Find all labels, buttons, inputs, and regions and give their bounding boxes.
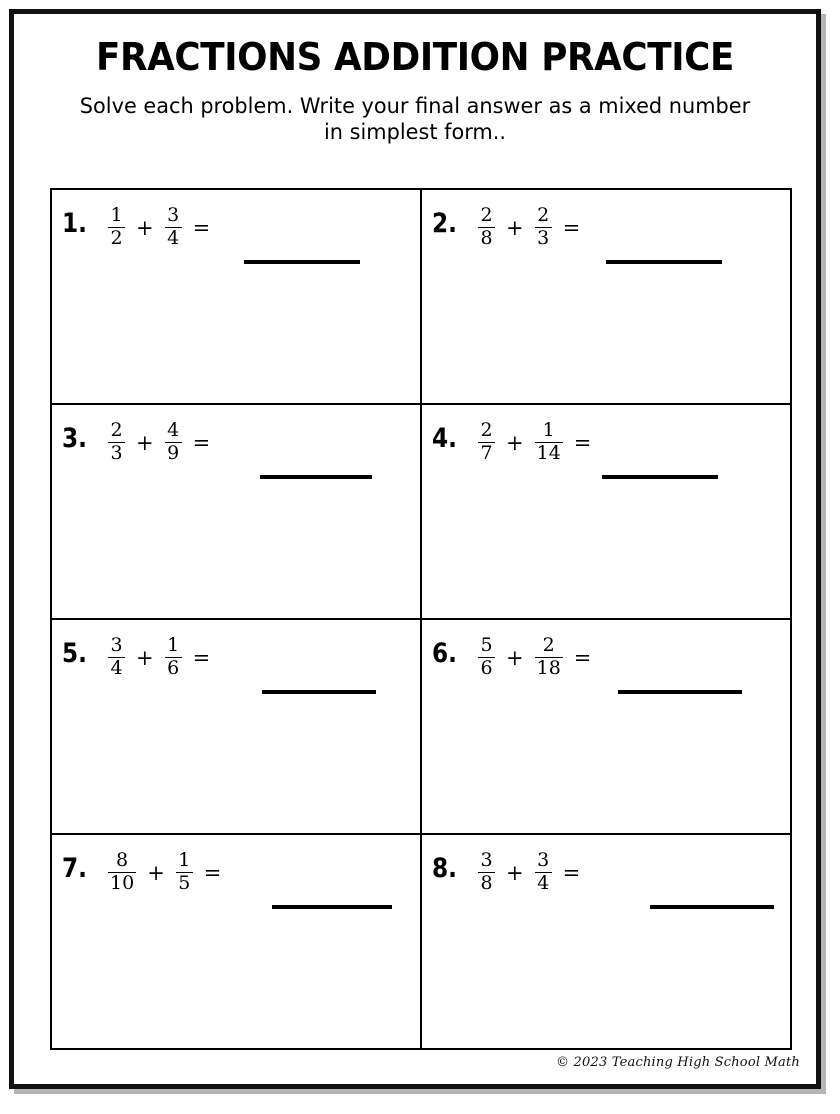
problem-expression — [462, 419, 595, 464]
left-fraction — [108, 851, 136, 894]
problem-line — [52, 415, 420, 464]
problem-expression — [92, 849, 225, 894]
problem-number: 6. — [432, 638, 457, 669]
equals-operator: = — [573, 645, 592, 670]
right-fraction-denominator: 5 — [178, 872, 191, 895]
problem-cell[interactable] — [422, 405, 792, 620]
problem-number: 1. — [62, 208, 87, 239]
problem-line — [52, 630, 420, 679]
plus-operator: + — [506, 430, 524, 455]
worksheet-page — [9, 9, 821, 1089]
right-fraction-denominator: 4 — [167, 227, 180, 250]
problem-expression — [92, 634, 214, 679]
plus-operator: + — [136, 430, 154, 455]
problem-cell[interactable] — [52, 405, 422, 620]
left-fraction-numerator: 8 — [116, 849, 129, 871]
problem-line — [52, 845, 420, 894]
problem-expression — [92, 204, 214, 249]
right-fraction-numerator: 1 — [167, 634, 180, 656]
left-fraction-numerator: 2 — [110, 419, 123, 441]
problem-expression — [92, 419, 214, 464]
plus-operator: + — [136, 645, 154, 670]
problem-line — [422, 200, 790, 249]
right-fraction-numerator: 2 — [537, 204, 550, 226]
left-fraction — [108, 206, 125, 249]
answer-blank[interactable] — [262, 690, 376, 694]
right-fraction-numerator: 3 — [537, 849, 550, 871]
left-fraction-numerator: 3 — [480, 849, 493, 871]
right-fraction-denominator: 6 — [167, 657, 180, 680]
left-fraction — [478, 206, 495, 249]
left-fraction — [108, 421, 125, 464]
page-title: FRACTIONS ADDITION PRACTICE — [95, 35, 735, 79]
problem-expression — [462, 204, 584, 249]
instructions-text: Solve each problem. Write your final answer as a mixed number in simplest form.. — [79, 93, 751, 146]
right-fraction — [535, 636, 563, 679]
equals-operator: = — [192, 215, 211, 240]
answer-blank[interactable] — [244, 260, 360, 264]
problem-grid — [50, 188, 792, 1050]
plus-operator: + — [506, 215, 524, 240]
footer-credit: © 2023 Teaching High School Math — [556, 1055, 800, 1070]
left-fraction-denominator: 3 — [110, 442, 123, 465]
left-fraction-denominator: 4 — [110, 657, 123, 680]
right-fraction — [176, 851, 193, 894]
problem-line — [52, 200, 420, 249]
left-fraction-numerator: 3 — [110, 634, 123, 656]
problem-number: 5. — [62, 638, 87, 669]
right-fraction-denominator: 4 — [537, 872, 550, 895]
problem-expression — [462, 849, 584, 894]
right-fraction — [165, 636, 182, 679]
right-fraction-denominator: 3 — [537, 227, 550, 250]
right-fraction-denominator: 18 — [536, 657, 561, 680]
right-fraction-numerator: 2 — [542, 634, 555, 656]
left-fraction — [478, 421, 495, 464]
left-fraction — [108, 636, 125, 679]
left-fraction-denominator: 8 — [480, 872, 493, 895]
problem-cell[interactable] — [422, 620, 792, 835]
answer-blank[interactable] — [650, 905, 774, 909]
right-fraction-numerator: 1 — [178, 849, 191, 871]
plus-operator: + — [506, 645, 524, 670]
equals-operator: = — [562, 860, 581, 885]
problem-cell[interactable] — [52, 190, 422, 405]
right-fraction-denominator: 14 — [536, 442, 561, 465]
problem-line — [422, 415, 790, 464]
problem-line — [422, 630, 790, 679]
problem-number: 2. — [432, 208, 457, 239]
answer-blank[interactable] — [618, 690, 742, 694]
problem-number: 4. — [432, 423, 457, 454]
right-fraction-denominator: 9 — [167, 442, 180, 465]
left-fraction — [478, 636, 495, 679]
equals-operator: = — [192, 430, 211, 455]
problem-cell[interactable] — [52, 620, 422, 835]
right-fraction — [165, 421, 182, 464]
answer-blank[interactable] — [260, 475, 372, 479]
problem-line — [422, 845, 790, 894]
left-fraction-numerator: 2 — [480, 204, 493, 226]
problem-cell[interactable] — [422, 835, 792, 1050]
equals-operator: = — [573, 430, 592, 455]
problem-number: 8. — [432, 853, 457, 884]
plus-operator: + — [147, 860, 165, 885]
right-fraction-numerator: 3 — [167, 204, 180, 226]
right-fraction-numerator: 4 — [167, 419, 180, 441]
plus-operator: + — [136, 215, 154, 240]
equals-operator: = — [203, 860, 222, 885]
right-fraction — [535, 206, 552, 249]
left-fraction — [478, 851, 495, 894]
equals-operator: = — [192, 645, 211, 670]
left-fraction-denominator: 8 — [480, 227, 493, 250]
plus-operator: + — [506, 860, 524, 885]
problem-number: 3. — [62, 423, 87, 454]
problem-number: 7. — [62, 853, 87, 884]
problem-cell[interactable] — [422, 190, 792, 405]
right-fraction — [165, 206, 182, 249]
answer-blank[interactable] — [272, 905, 392, 909]
left-fraction-denominator: 7 — [480, 442, 493, 465]
left-fraction-denominator: 6 — [480, 657, 493, 680]
left-fraction-denominator: 2 — [110, 227, 123, 250]
problem-expression — [462, 634, 595, 679]
right-fraction-numerator: 1 — [542, 419, 555, 441]
left-fraction-denominator: 10 — [110, 872, 135, 895]
answer-blank[interactable] — [602, 475, 718, 479]
right-fraction — [535, 851, 552, 894]
left-fraction-numerator: 2 — [480, 419, 493, 441]
left-fraction-numerator: 5 — [480, 634, 493, 656]
answer-blank[interactable] — [606, 260, 722, 264]
problem-cell[interactable] — [52, 835, 422, 1050]
worksheet-heading — [14, 35, 816, 146]
equals-operator: = — [562, 215, 581, 240]
right-fraction — [535, 421, 563, 464]
left-fraction-numerator: 1 — [110, 204, 123, 226]
